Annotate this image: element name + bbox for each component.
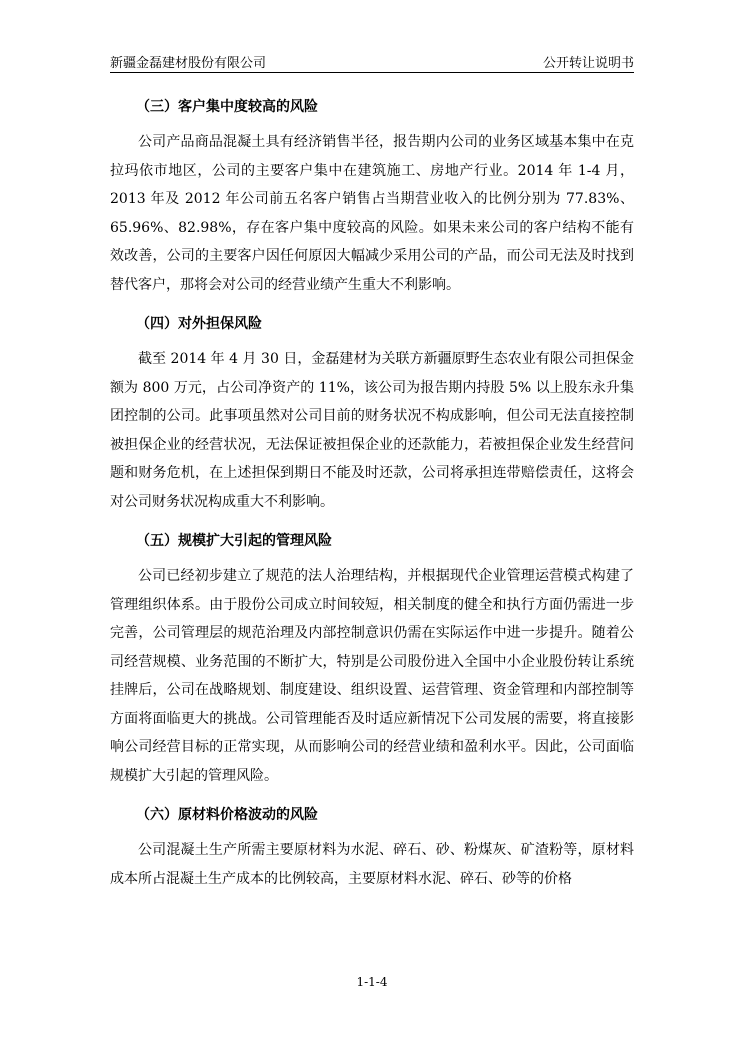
section-paragraph-external-guarantee: 截至 2014 年 4 月 30 日，金磊建材为关联方新疆原野生态农业有限公司担保金额为 800 万元，占公司净资产的 11%，该公司为报告期内持股 5% 以上股东永升集团控制的公司。此事项虽然对公司目前的财务状况不构成影响，但公司无法直接控制被担保企业的经营状况，无法保证被担保企业的还款能力，若被担保企业发生经营问题和财务危机，在上述担保到期日不能及时还款，公司将承担连带赔偿责任，这将会对公司财务状况构成重大不利影响。 xyxy=(110,351,634,510)
page-header xyxy=(110,50,634,74)
section-paragraph-management-risk: 公司已经初步建立了规范的法人治理结构，并根据现代企业管理运营模式构建了管理组织体系。由于股份公司成立时间较短，相关制度的健全和执行方面仍需进一步完善，公司管理层的规范治理及内部控制意识仍需在实际运作中进一步提升。随着公司经营规模、业务范围的不断扩大，特别是公司股份进入全国中小企业股份转让系统挂牌后，公司在战略规划、制度建设、组织设置、运营管理、资金管理和内部控制等方面将面临更大的挑战。公司管理能否及时适应新情况下公司发展的需要，将直接影响公司经营目标的正常实现，从而影响公司的经营业绩和盈利水平。因此，公司面临规模扩大引起的管理风险。 xyxy=(110,568,634,784)
header-document-title: 公开转让说明书 xyxy=(542,56,634,71)
page-number: 1-1-4 xyxy=(356,975,388,989)
section-heading-management-risk: （五）规模扩大引起的管理风险 xyxy=(136,533,332,549)
section-heading-customer-concentration: （三）客户集中度较高的风险 xyxy=(136,99,318,115)
header-company-name: 新疆金磊建材股份有限公司 xyxy=(110,56,267,71)
section-paragraph-customer-concentration: 公司产品商品混凝土具有经济销售半径，报告期内公司的业务区域基本集中在克拉玛依市地区，公司的主要客户集中在建筑施工、房地产行业。2014 年 1-4 月，2013 年及 2012 年公司前五名客户销售占当期营业收入的比例分别为 77.83%、65.96%、82.98%，存在客户集中度较高的风险。如果未来公司的客户结构不能有效改善，公司的主要客户因任何原因大幅减少采用公司的产品，而公司无法及时找到替代客户，那将会对公司的经营业绩产生重大不利影响。 xyxy=(110,134,634,293)
section-heading-raw-material-price: （六）原材料价格波动的风险 xyxy=(136,807,318,823)
header-divider xyxy=(110,72,634,73)
section-paragraph-raw-material-price: 公司混凝土生产所需主要原材料为水泥、碎石、砂、粉煤灰、矿渣粉等，原材料成本所占混凝土生产成本的比例较高，主要原材料水泥、碎石、砂等的价格 xyxy=(110,842,634,887)
document-body xyxy=(110,82,634,897)
section-heading-external-guarantee: （四）对外担保风险 xyxy=(136,316,262,332)
